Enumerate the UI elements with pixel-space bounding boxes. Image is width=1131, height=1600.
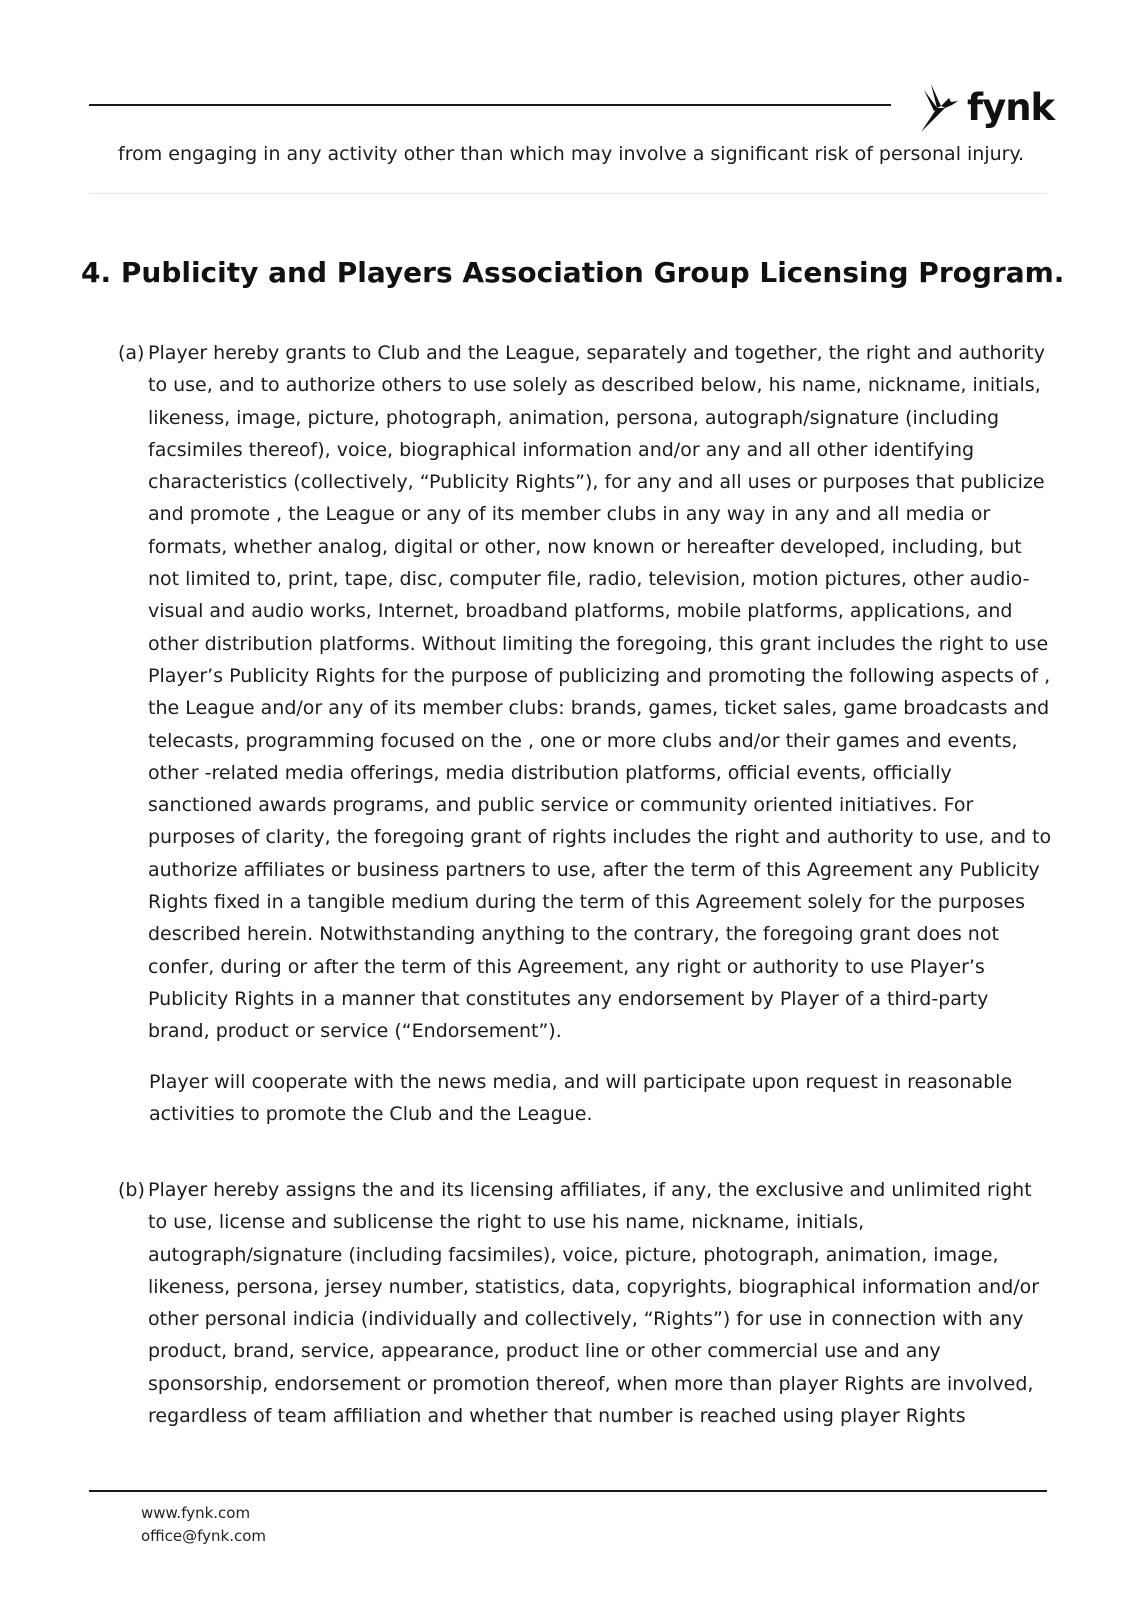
clause-a-followup: Player will cooperate with the news media, and will participate upon request in reasonable activities to promote the Club and the League. [149,1071,1013,1126]
clause-b-label: (b) [118,1179,145,1201]
footer-email-link[interactable]: office@fynk.com [141,1527,267,1545]
fynk-logo [917,82,1054,134]
section-heading: 4. Publicity and Players Association Group Licensing Program. [81,256,1065,289]
footer-divider [89,1490,1047,1492]
section-divider [89,193,1047,194]
footer-website-link[interactable]: www.fynk.com [141,1504,251,1522]
clause-b [118,1174,1053,1432]
clause-a-label: (a) [118,342,145,364]
bird-logo-icon [917,82,965,134]
header-divider [89,104,891,106]
logo-wordmark: fynk [967,85,1055,129]
carryover-text: from engaging in any activity other than which may involve a significant risk of personal injury. [118,143,1025,165]
clause-a-text: Player hereby grants to Club and the League, separately and together, the right and authority to use, and to authorize others to use solely as described below, his name, nickname, initials, likeness, image, picture, photograph, animation, persona, autograph/signature (including facsimiles thereof), voice, biographical information and/or any and all other identifying characteristics (collectively, “Publicity Rights”), for any and all uses or purposes that publicize and promote , the League or any of its member clubs in any way in any and all media or formats, whether analog, digital or other, now known or hereafter developed, including, but not limited to, print, tape, disc, computer file, radio, television, motion pictures, other audio-visual and audio works, Internet, broadband platforms, mobile platforms, applications, and other distribution platforms. Without limiting the foregoing, this grant includes the right to use Player’s Publicity Rights for the purpose of publicizing and promoting the following aspects of , the League and/or any of its member clubs: brands, games, ticket sales, game broadcasts and telecasts, programming focused on the , one or more clubs and/or their games and events, other -related media offerings, media distribution platforms, official events, officially sanctioned awards programs, and public service or community oriented initiatives. For purposes of clarity, the foregoing grant of rights includes the right and authority to use, and to authorize affiliates or business partners to use, after the term of this Agreement any Publicity Rights fixed in a tangible medium during the term of this Agreement solely for the purposes described herein. Notwithstanding anything to the contrary, the foregoing grant does not confer, during or after the term of this Agreement, any right or authority to use Player’s Publicity Rights in a manner that constitutes any endorsement by Player of a third-party brand, product or service (“Endorsement”). [148,342,1052,1043]
clause-a [118,337,1053,1048]
clause-b-text: Player hereby assigns the and its licensing affiliates, if any, the exclusive and unlimited right to use, license and sublicense the right to use his name, nickname, initials, autograph/signature (including facsimiles), voice, picture, photograph, animation, image, likeness, persona, jersey number, statistics, data, copyrights, biographical information and/or other personal indicia (individually and collectively, “Rights”) for use in connection with any product, brand, service, appearance, product line or other commercial use and any sponsorship, endorsement or promotion thereof, when more than player Rights are involved, regardless of team affiliation and whether that number is reached using player Rights [148,1179,1040,1428]
footer [141,1502,266,1548]
